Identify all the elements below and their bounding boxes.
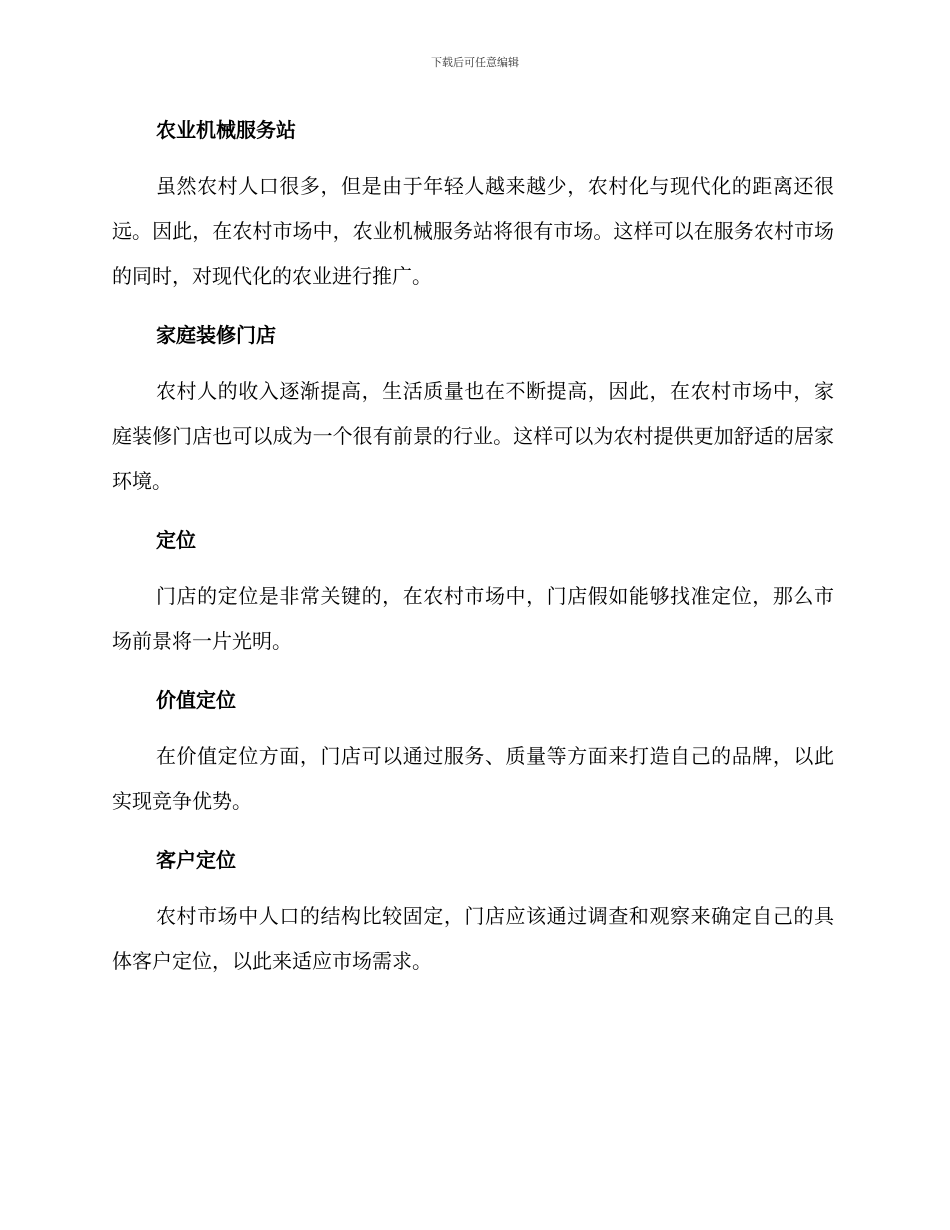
- section-home-decoration: [112, 313, 834, 504]
- section-positioning: [112, 518, 834, 664]
- section-paragraph: 门店的定位是非常关键的，在农村市场中，门店假如能够找准定位，那么市场前景将一片光明。: [112, 584, 834, 653]
- section-heading: 定位: [156, 528, 196, 552]
- section-agri-machinery: [112, 108, 834, 299]
- section-heading: 农业机械服务站: [156, 118, 296, 142]
- section-heading: 客户定位: [156, 848, 236, 872]
- section-paragraph: 农村人的收入逐渐提高，生活质量也在不断提高，因此，在农村市场中，家庭装修门店也可以成为一个很有前景的行业。这样可以为农村提供更加舒适的居家环境。: [112, 379, 834, 493]
- section-paragraph: 虽然农村人口很多，但是由于年轻人越来越少，农村化与现代化的距离还很远。因此，在农村市场中，农业机械服务站将很有市场。这样可以在服务农村市场的同时，对现代化的农业进行推广。: [112, 174, 834, 288]
- section-paragraph: 农村市场中人口的结构比较固定，门店应该通过调查和观察来确定自己的具体客户定位，以此来适应市场需求。: [112, 904, 834, 973]
- page-header-note: 下载后可任意编辑: [431, 56, 519, 69]
- section-value-positioning: [112, 678, 834, 824]
- section-heading: 家庭装修门店: [156, 323, 276, 347]
- section-customer-positioning: [112, 838, 834, 984]
- section-paragraph: 在价值定位方面，门店可以通过服务、质量等方面来打造自己的品牌，以此实现竞争优势。: [112, 744, 834, 813]
- document-content: [112, 108, 834, 998]
- section-heading: 价值定位: [156, 688, 236, 712]
